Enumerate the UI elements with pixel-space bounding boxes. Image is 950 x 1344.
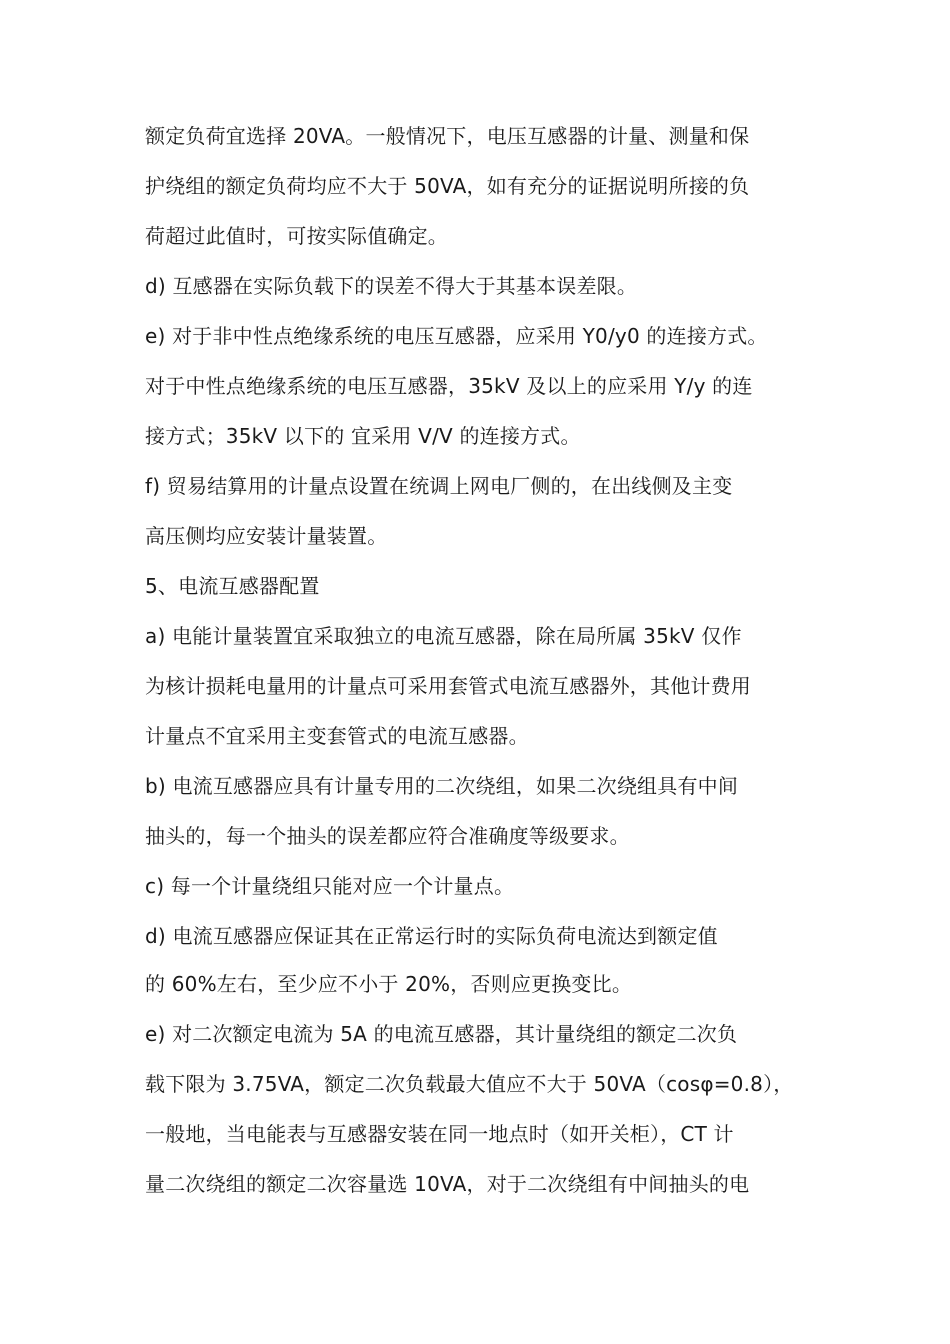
text-line: 对于中性点绝缘系统的电压互感器，35kV 及以上的应采用 Y/y 的连 xyxy=(145,374,753,398)
text-line: 载下限为 3.75VA，额定二次负载最大值应不大于 50VA（cosφ=0.8）， xyxy=(145,1072,794,1096)
text-line: b) 电流互感器应具有计量专用的二次绕组，如果二次绕组具有中间 xyxy=(145,774,739,798)
text-line: e) 对于非中性点绝缘系统的电压互感器，应采用 Y0/y0 的连接方式。 xyxy=(145,324,768,348)
text-line: 接方式；35kV 以下的 宜采用 V/V 的连接方式。 xyxy=(145,424,581,448)
text-line: 的 60%左右，至少应不小于 20%，否则应更换变比。 xyxy=(145,972,633,996)
text-line: 为核计损耗电量用的计量点可采用套管式电流互感器外，其他计费用 xyxy=(145,674,751,698)
text-line: 额定负荷宜选择 20VA。一般情况下，电压互感器的计量、测量和保 xyxy=(145,124,750,148)
text-line: 荷超过此值时，可按实际值确定。 xyxy=(145,224,448,248)
text-line: d) 互感器在实际负载下的误差不得大于其基本误差限。 xyxy=(145,274,638,298)
text-line: a) 电能计量装置宜采取独立的电流互感器，除在局所属 35kV 仅作 xyxy=(145,624,742,648)
text-line: 量二次绕组的额定二次容量选 10VA，对于二次绕组有中间抽头的电 xyxy=(145,1172,750,1196)
text-line: 护绕组的额定负荷均应不大于 50VA，如有充分的证据说明所接的负 xyxy=(145,174,750,198)
text-line: 计量点不宜采用主变套管式的电流互感器。 xyxy=(145,724,529,748)
text-line: c) 每一个计量绕组只能对应一个计量点。 xyxy=(145,874,515,898)
text-line: f) 贸易结算用的计量点设置在统调上网电厂侧的，在出线侧及主变 xyxy=(145,474,733,498)
text-line: e) 对二次额定电流为 5A 的电流互感器，其计量绕组的额定二次负 xyxy=(145,1022,738,1046)
text-line: 高压侧均应安装计量装置。 xyxy=(145,524,388,548)
text-line: 抽头的，每一个抽头的误差都应符合准确度等级要求。 xyxy=(145,824,630,848)
text-line: 一般地，当电能表与互感器安装在同一地点时（如开关柜），CT 计 xyxy=(145,1122,734,1146)
text-line: d) 电流互感器应保证其在正常运行时的实际负荷电流达到额定值 xyxy=(145,924,718,948)
section-heading: 5、电流互感器配置 xyxy=(145,574,320,598)
